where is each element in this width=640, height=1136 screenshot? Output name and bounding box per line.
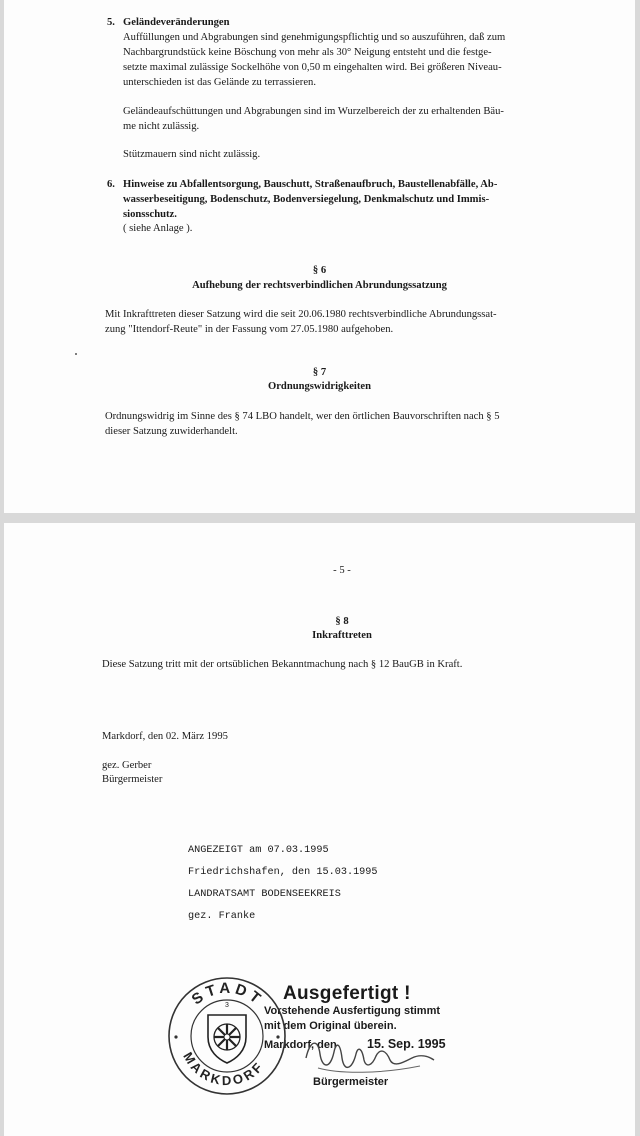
section-6-heading: sionsschutz. xyxy=(123,209,177,220)
section-5-line: setzte maximal zulässige Sockelhöhe von 0,50 m eingehalten wird. Bei größeren Niveau- xyxy=(123,62,502,73)
stamp-line: mit dem Original überein. xyxy=(264,1020,397,1032)
paragraph-6-text: Mit Inkrafttreten dieser Satzung wird die seit 20.06.1980 rechtsverbindliche Abrundungssat- xyxy=(105,309,497,320)
stamp-date: 15. Sep. 1995 xyxy=(367,1037,446,1051)
handwritten-signature xyxy=(300,1028,440,1080)
document-page-1 xyxy=(4,0,635,513)
paragraph-7-title: Ordnungswidrigkeiten xyxy=(267,381,371,392)
section-5-paragraph-2: Geländeaufschüttungen und Abgrabungen sind im Wurzelbereich der zu erhaltenden Bäu- xyxy=(123,106,504,117)
paragraph-8-text: Diese Satzung tritt mit der ortsüblichen Bekanntmachung nach § 12 BauGB in Kraft. xyxy=(102,659,463,670)
paragraph-7-text: dieser Satzung zuwiderhandelt. xyxy=(105,426,238,437)
section-5-line: unterschieden ist das Gelände zu terrassieren. xyxy=(123,77,316,88)
paragraph-8-title: Inkrafttreten xyxy=(312,630,372,641)
paragraph-6-text: zung "Ittendorf-Reute" in der Fassung vom 27.05.1980 aufgehoben. xyxy=(105,324,394,335)
notice-line: gez. Franke xyxy=(188,911,256,922)
notice-line: LANDRATSAMT BODENSEEKREIS xyxy=(188,889,341,900)
city-seal xyxy=(166,975,288,1097)
page-number: - 5 - xyxy=(333,565,351,576)
paragraph-8-sign: § 8 xyxy=(335,616,349,627)
section-5-number: 5. xyxy=(107,17,115,28)
notice-line: Friedrichshafen, den 15.03.1995 xyxy=(188,867,378,878)
signature-name: gez. Gerber xyxy=(102,760,152,771)
signature-role: Bürgermeister xyxy=(102,774,163,785)
section-5-paragraph-3: Stützmauern sind nicht zulässig. xyxy=(123,149,261,160)
section-6-heading: Hinweise zu Abfallentsorgung, Bauschutt, Straßenaufbruch, Baustellenabfälle, Ab- xyxy=(123,179,498,190)
section-5-paragraph-2: me nicht zulässig. xyxy=(123,121,200,132)
paragraph-6-sign: § 6 xyxy=(312,265,327,276)
paragraph-6-title: Aufhebung der rechtsverbindlichen Abrundungssatzung xyxy=(192,280,447,291)
seal-top-text: STADT xyxy=(188,979,267,1010)
document-page-2 xyxy=(4,523,635,1136)
seal-bottom-text: MARKDORF xyxy=(180,1049,268,1089)
section-6-number: 6. xyxy=(107,179,115,190)
section-6-heading: wasserbeseitigung, Bodenschutz, Bodenversiegelung, Denkmalschutz und Immis- xyxy=(123,194,490,205)
seal-number: 3 xyxy=(225,1002,229,1009)
section-5-heading: Geländeveränderungen xyxy=(123,17,230,28)
place-date: Markdorf, den 02. März 1995 xyxy=(102,731,228,742)
stamp-role: Bürgermeister xyxy=(313,1076,389,1088)
scan-speck xyxy=(75,353,77,355)
stamp-place: Markdorf, den xyxy=(264,1039,337,1051)
section-6-note: ( siehe Anlage ). xyxy=(123,223,193,234)
paragraph-7-text: Ordnungswidrig im Sinne des § 74 LBO handelt, wer den örtlichen Bauvorschriften nach § 5 xyxy=(105,411,500,422)
paragraph-7-sign: § 7 xyxy=(312,367,327,378)
notice-line: ANGEZEIGT am 07.03.1995 xyxy=(188,845,329,856)
stamp-line: Vorstehende Ausfertigung stimmt xyxy=(264,1005,441,1017)
stamp-title: Ausgefertigt ! xyxy=(283,983,411,1004)
section-5-line: Nachbargrundstück keine Böschung von mehr als 30° Neigung entsteht und die festge- xyxy=(123,47,492,58)
section-5-line: Auffüllungen und Abgrabungen sind genehmigungspflichtig und so auszuführen, daß zum xyxy=(123,32,506,43)
